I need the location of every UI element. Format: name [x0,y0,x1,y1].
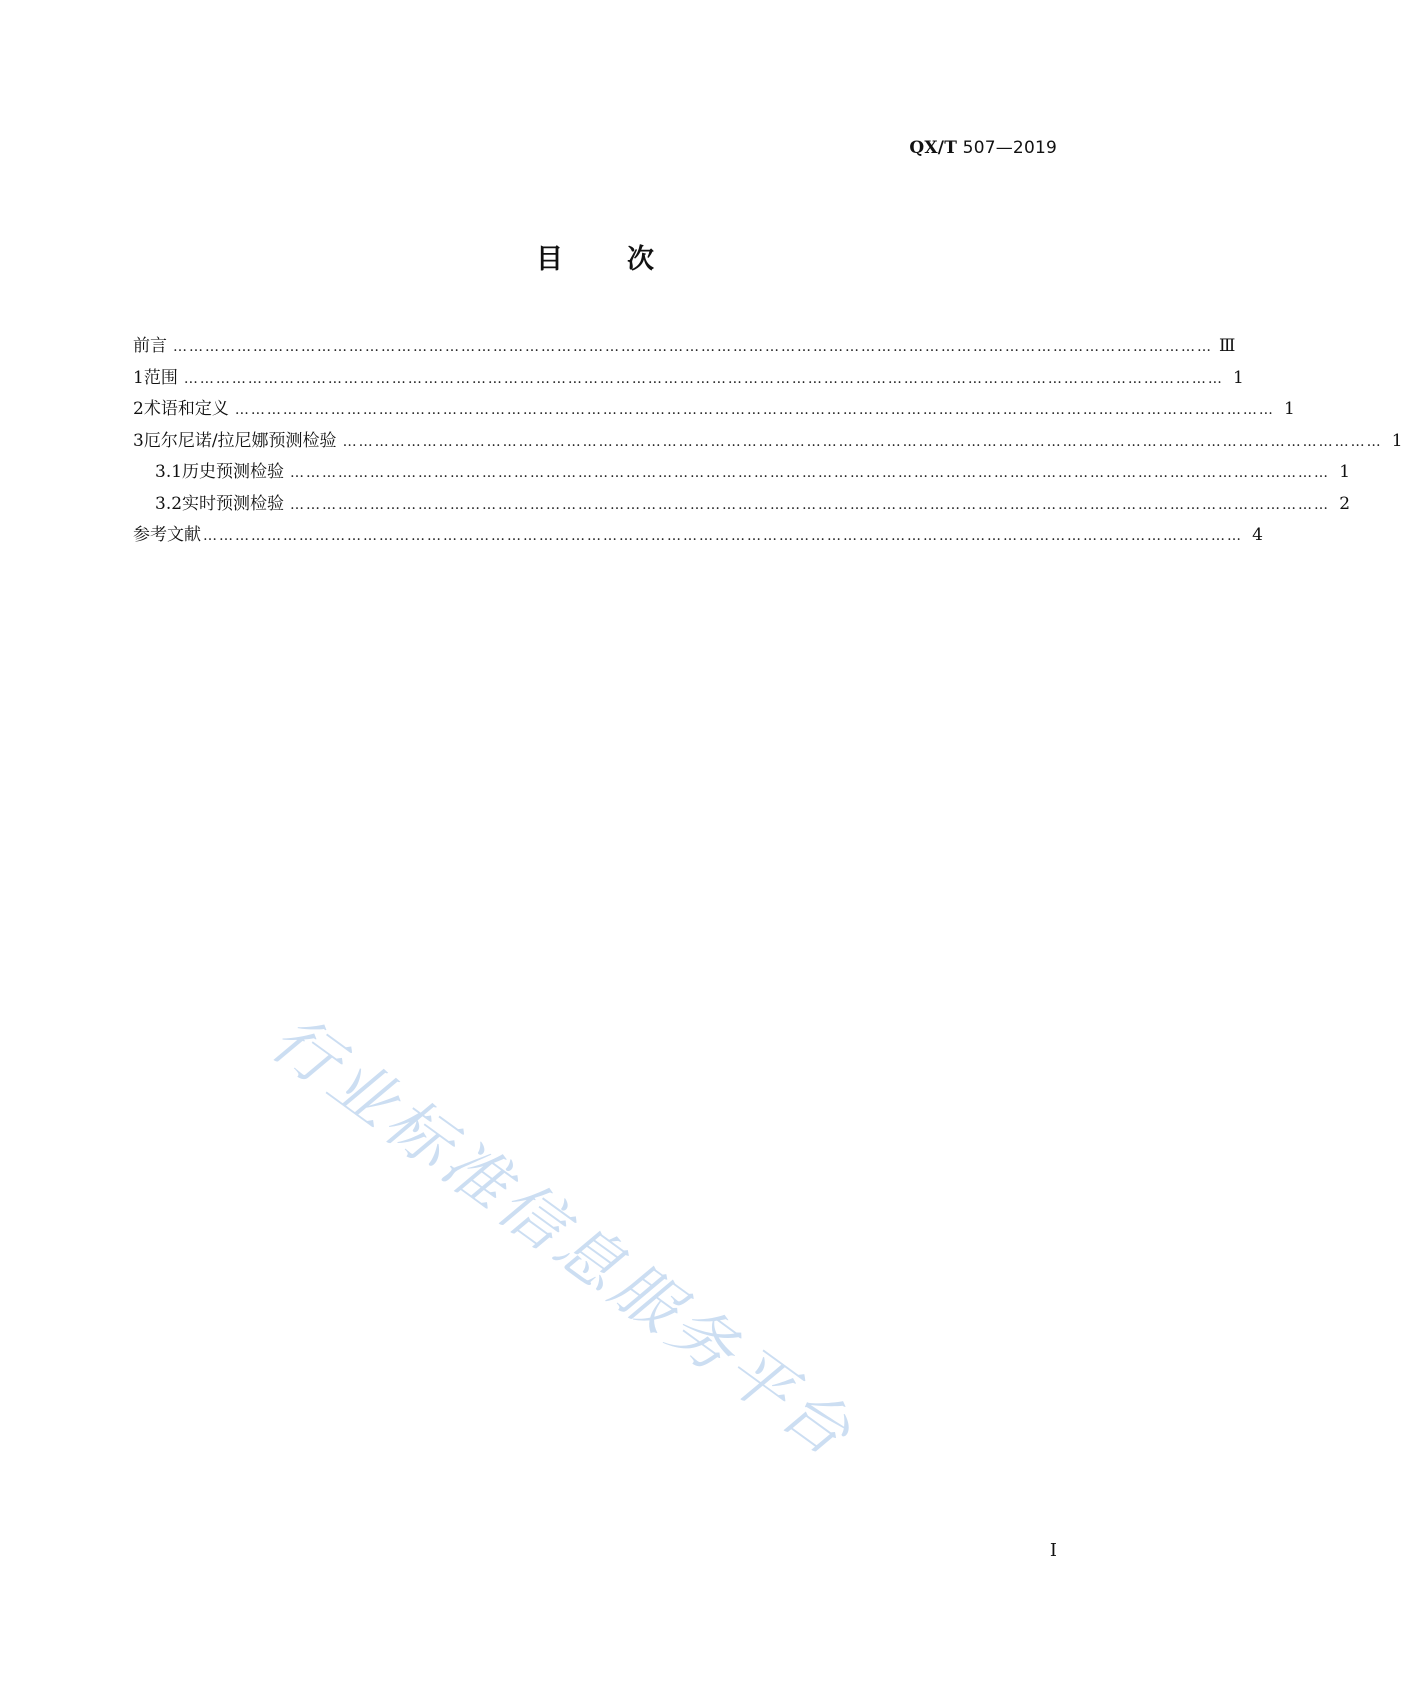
toc-entry-title: 实时预测检验 [182,493,285,514]
toc-leader-dots: …………………………………………………………………………………………………………………………………………………………………………… [290,465,1331,481]
page-number: I [1049,1540,1057,1561]
toc-entry-number: 1 [133,367,144,388]
toc-entry-terms[interactable] [133,394,1295,426]
toc-entry-page: 4 [1252,525,1263,545]
toc-entry-number: 3.2 [155,493,183,514]
toc-entry-title: 厄尔尼诺/拉尼娜预测检验 [143,430,337,451]
toc-leader-dots: …………………………………………………………………………………………………………………………………………………………………………… [183,370,1224,387]
toc-leader-dots: …………………………………………………………………………………………………………………………………………………………………………… [173,339,1213,355]
toc-leader-dots: …………………………………………………………………………………………………………………………………………………………………………… [203,528,1243,544]
document-code-number: 507—2019 [957,138,1057,158]
toc-leader-dots: …………………………………………………………………………………………………………………………………………………………………………… [290,496,1331,513]
toc-entry-title: 历史预测检验 [182,462,285,482]
toc-entry-page: 1 [1391,430,1403,451]
toc-entry-scope[interactable] [133,363,1244,395]
toc-entry-realtime-verification[interactable] [133,489,1351,521]
toc-leader-dots: …………………………………………………………………………………………………………………………………………………………………………… [234,402,1275,418]
page-title: 目次 [536,244,718,275]
toc-entry-number: 3.1 [155,462,183,482]
toc-entry-references[interactable] [133,520,1263,552]
watermark: 行业标准信息服务平台 [257,1002,868,1474]
toc-entry-page: 1 [1233,367,1244,388]
toc-entry-page: 1 [1284,399,1295,419]
toc-entry-page: Ⅲ [1219,336,1236,356]
toc-entry-foreword[interactable] [133,331,1236,363]
toc-entry-title: 术语和定义 [143,399,229,419]
toc-entry-page: 2 [1339,493,1351,514]
document-code-prefix: QX/T [909,138,958,158]
toc-entry-number: 3 [133,430,144,451]
toc-entry-number: 2 [133,399,144,419]
toc-entry-page: 1 [1339,462,1351,482]
toc-leader-dots: …………………………………………………………………………………………………………………………………………………………………………… [342,433,1383,450]
toc-entry-title: 范围 [143,367,178,388]
toc-entry-title: 参考文献 [133,525,201,545]
document-code [909,138,1057,158]
toc-entry-title: 前言 [133,336,167,356]
toc-entry-enso-verification[interactable] [133,426,1403,458]
toc-entry-historical-verification[interactable] [133,457,1351,489]
table-of-contents [133,331,1403,552]
